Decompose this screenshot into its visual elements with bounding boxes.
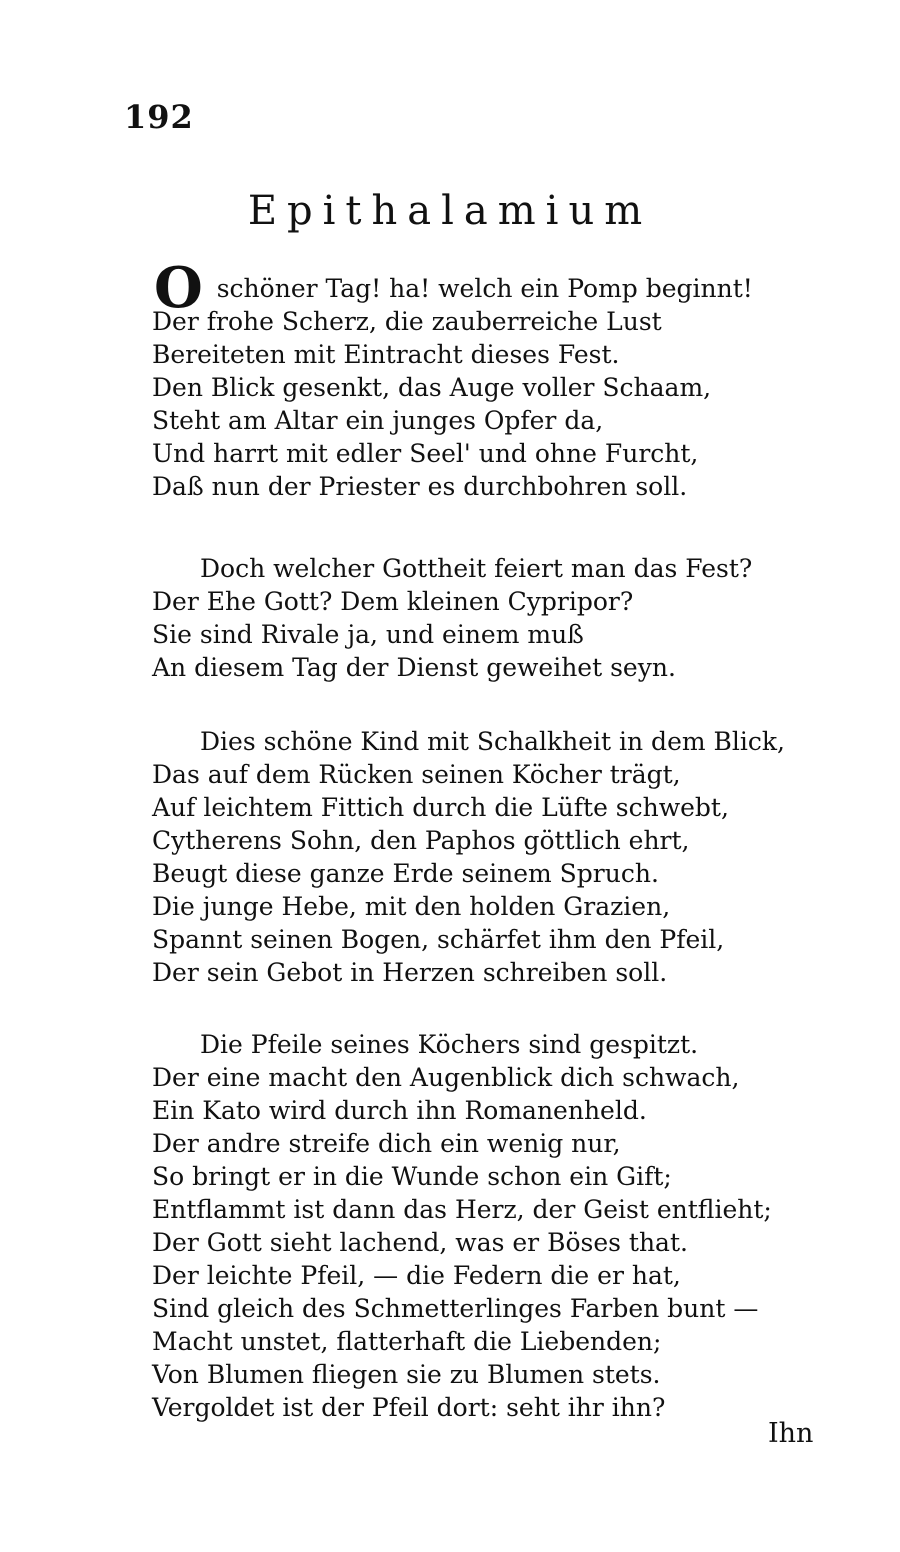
drop-cap: O bbox=[154, 255, 203, 321]
poem-line: Der frohe Scherz, die zauberreiche Lust bbox=[152, 307, 662, 336]
poem-line: Sie sind Rivale ja, und einem muß bbox=[152, 620, 584, 649]
poem-line: Und harrt mit edler Seel' und ohne Furcht, bbox=[152, 439, 699, 468]
poem-line: Doch welcher Gottheit feiert man das Fest? bbox=[200, 554, 753, 583]
poem-line: Cytherens Sohn, den Paphos göttlich ehrt, bbox=[152, 826, 690, 855]
poem-line: Ein Kato wird durch ihn Romanenheld. bbox=[152, 1096, 647, 1125]
poem-line: Das auf dem Rücken seinen Köcher trägt, bbox=[152, 760, 681, 789]
poem-line: Von Blumen fliegen sie zu Blumen stets. bbox=[152, 1360, 661, 1389]
poem-line: Spannt seinen Bogen, schärfet ihm den Pfeil, bbox=[152, 925, 725, 954]
poem-line: Der leichte Pfeil, — die Federn die er hat, bbox=[152, 1261, 681, 1290]
poem-line: Beugt diese ganze Erde seinem Spruch. bbox=[152, 859, 659, 888]
poem-line bbox=[152, 255, 852, 321]
poem-line: Sind gleich des Schmetterlinges Farben bunt — bbox=[152, 1294, 759, 1323]
stanza-2 bbox=[152, 552, 852, 684]
poem-line: Dies schöne Kind mit Schalkheit in dem Blick, bbox=[200, 727, 785, 756]
page-title: Epithalamium bbox=[247, 188, 653, 234]
poem-line: Daß nun der Priester es durchbohren soll. bbox=[152, 472, 688, 501]
poem-line: So bringt er in die Wunde schon ein Gift; bbox=[152, 1162, 672, 1191]
poem-line: Der andre streife dich ein wenig nur, bbox=[152, 1129, 621, 1158]
poem-line: Entflammt ist dann das Herz, der Geist entflieht; bbox=[152, 1195, 772, 1224]
page-number: 192 bbox=[124, 98, 194, 136]
poem-line: Macht unstet, flatterhaft die Liebenden; bbox=[152, 1327, 662, 1356]
poem-line: Steht am Altar ein junges Opfer da, bbox=[152, 406, 604, 435]
poem-line: Vergoldet ist der Pfeil dort: seht ihr ihn? bbox=[152, 1393, 666, 1422]
poem-line: Den Blick gesenkt, das Auge voller Schaam, bbox=[152, 373, 712, 402]
catchword: Ihn bbox=[768, 1418, 814, 1449]
poem-line: Der sein Gebot in Herzen schreiben soll. bbox=[152, 958, 668, 987]
stanza-1 bbox=[152, 255, 852, 503]
stanza-4 bbox=[152, 1028, 852, 1424]
poem-line: Der eine macht den Augenblick dich schwach, bbox=[152, 1063, 740, 1092]
poem-line: Der Gott sieht lachend, was er Böses that. bbox=[152, 1228, 688, 1257]
poem-line: Bereiteten mit Eintracht dieses Fest. bbox=[152, 340, 620, 369]
poem-line: Auf leichtem Fittich durch die Lüfte schwebt, bbox=[152, 793, 729, 822]
poem-line: Die Pfeile seines Köchers sind gespitzt. bbox=[200, 1030, 699, 1059]
poem-line-text: schöner Tag! ha! welch ein Pomp beginnt! bbox=[208, 274, 753, 303]
poem-line: Der Ehe Gott? Dem kleinen Cypripor? bbox=[152, 587, 634, 616]
poem-line: An diesem Tag der Dienst geweihet seyn. bbox=[152, 653, 676, 682]
poem-line: Die junge Hebe, mit den holden Grazien, bbox=[152, 892, 671, 921]
stanza-3 bbox=[152, 725, 852, 989]
